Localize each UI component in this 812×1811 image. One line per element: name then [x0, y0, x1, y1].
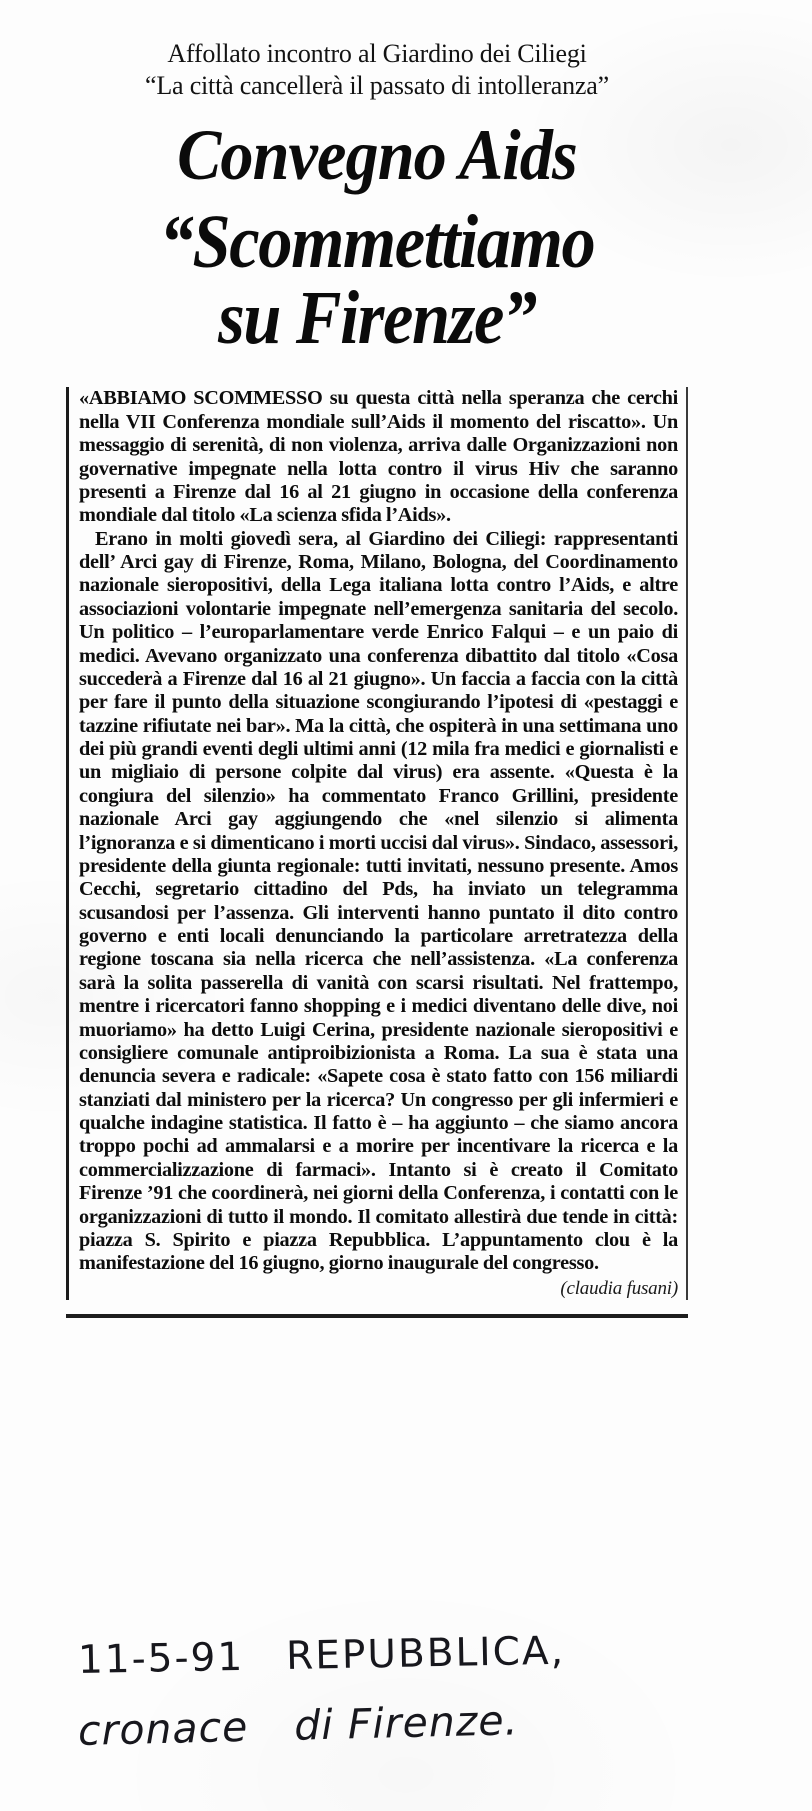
handwritten-section: cronace — [77, 1702, 249, 1755]
article-paragraph: Erano in molti giovedì sera, al Giardino dei Ciliegi: rappresentanti dell’ Arci gay di Firenze, Roma, Milano, Bologna, del Coordinamento nazionale sieropositivi, della Lega italiana lotta contro l’Aids, e altre associazioni volontarie impegnate nell’emergenza sanitaria del secolo. Un politico – l’europarlamentare verde Enrico Falqui – e un paio di medici. Avevano organizzato una conferenza dibattito dal titolo «Cosa succederà a Firenze dal 16 al 21 giugno». Un faccia a faccia con la città per fare il punto della situazione scongiurando l’ipotesi di «pestaggi e tazzine rifiutate nei bar». Ma la città, che ospiterà in una settimana uno dei più grandi eventi degli ultimi anni (12 mila fra medici e giornalisti e un migliaio di persone colpite dal virus) era assente. «Questa è la congiura del silenzio» ha commentato Franco Grillini, presidente nazionale Arci gay aggiungendo che «nel silenzio si alimenta l’ignoranza e si dimenticano i morti uccisi dal virus». Sindaco, assessori, presidente della giunta regionale: tutti invitati, nessuno presente. Amos Cecchi, segretario cittadino del Pds, ha inviato un telegramma scusandosi per l’assenza. Gli interventi hanno puntato il dito contro governo e enti locali denunciando la particolare arretratezza della regione toscana sia nella ricerca che nell’assistenza. «La conferenza sarà la solita passerella di vanità con scarsi risultati. Nel frattempo, mentre i ricercatori fanno shopping e i medici diventano delle dive, noi muoriamo» ha detto Luigi Cerina, presidente nazionale sieropositivi e consigliere comunale antiproibizionista a Roma. La sua è stata una denuncia severa e radicale: «Sapete cosa è stato fatto con 156 miliardi stanziati dal ministero per la ricerca? Un congresso per gli infermieri e qualche indagine statistica. Il fatto è – ha aggiunto – che siamo ancora troppo pochi ad ammalarsi e a morire per incentivare la ricerca e la commercializzazione di farmaci». Intanto si è creato il Comitato Firenze ’91 che coordinerà, nei giorni della Conferenza, i contatti con le organizzazioni di tutto il mondo. Il comitato allestirà due tende in città: piazza S. Spirito e piazza Repubblica. L’appuntamento clou è la manifestazione del 16 giugno, giorno inaugurale del congresso. — [79, 527, 678, 1275]
handwritten-date: 11-5-91 — [77, 1634, 245, 1683]
article-body — [66, 387, 688, 1299]
newspaper-clipping — [66, 38, 688, 1318]
article-paragraph: «ABBIAMO SCOMMESSO su questa città nella speranza che cerchi nella VII Conferenza mondiale sull’Aids il momento del riscatto». Un messaggio di serenità, di non violenza, arriva dalle Organizzazioni non governative impegnate nella lotta contro il virus Hiv che saranno presenti a Firenze dal 16 al 21 giugno in occasione della conferenza mondiale dal titolo «La scienza sfida l’Aids». — [79, 387, 678, 527]
article-byline: (claudia fusani) — [560, 1277, 678, 1299]
bottom-divider — [66, 1314, 688, 1318]
handwritten-line-2 — [77, 1691, 738, 1755]
overline-kicker — [66, 38, 688, 101]
handwritten-place: di Firenze. — [293, 1696, 520, 1750]
handwritten-line-1 — [78, 1625, 739, 1683]
headline-line-1: Convegno Aids — [177, 115, 577, 196]
handwritten-annotation — [77, 1628, 738, 1755]
handwritten-publication: REPUBBLICA, — [285, 1628, 566, 1679]
headline-line-3: su Firenze” — [218, 276, 536, 361]
overline-line-1: Affollato incontro al Giardino dei Ciliegi — [167, 39, 587, 68]
overline-line-2: “La città cancellerà il passato di intolleranza” — [145, 70, 609, 100]
headline-line-2: “Scommettiamo — [159, 199, 595, 284]
page-title — [66, 115, 688, 361]
